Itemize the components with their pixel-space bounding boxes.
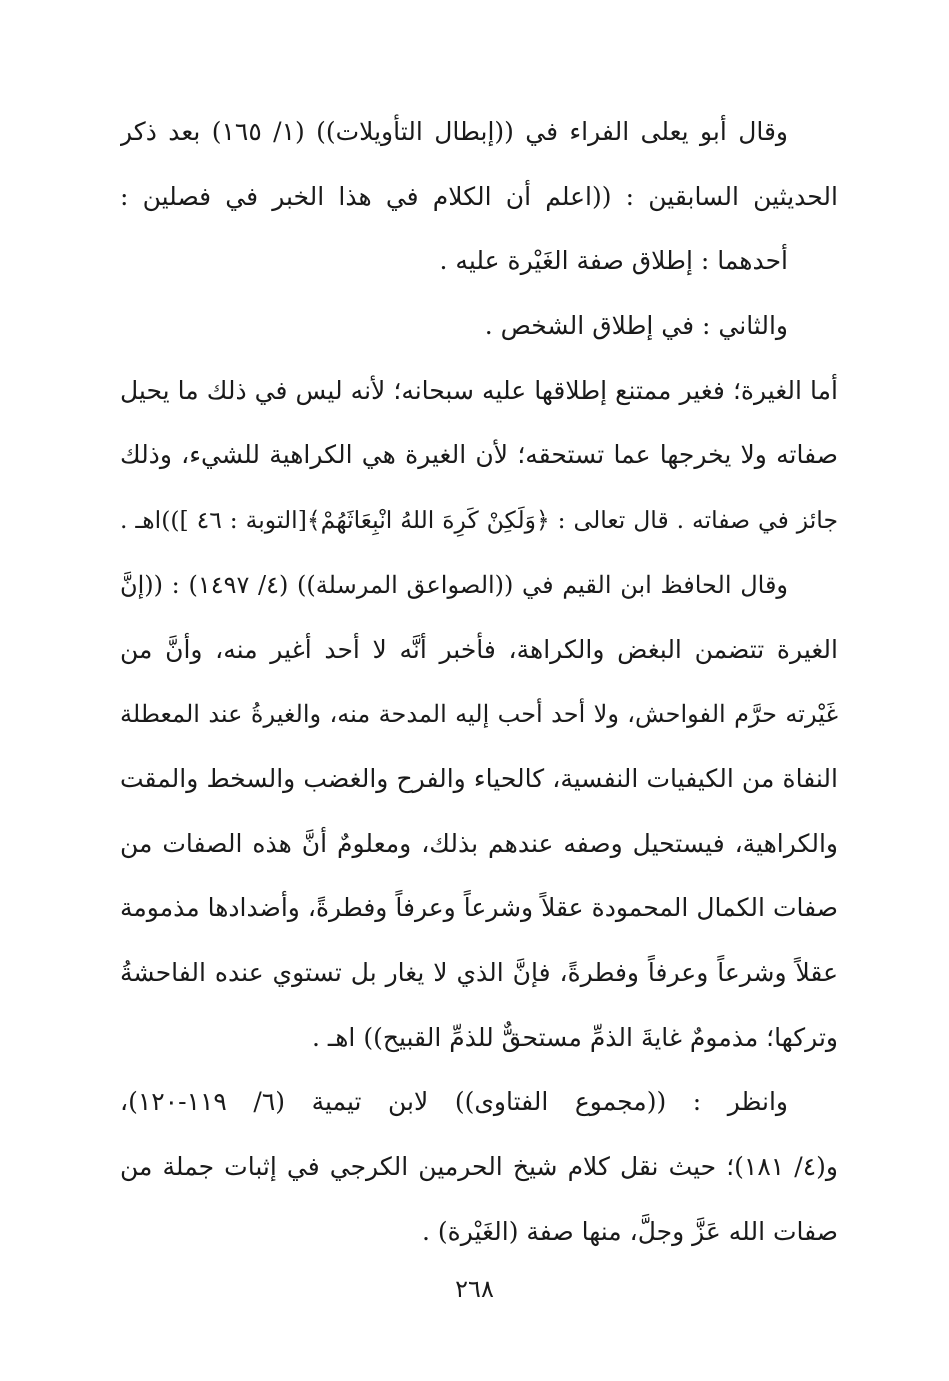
text-line: جائز في صفاته . قال تعالى : ﴿وَلَكِنْ كَرِهَ اللهُ انْبِعَاثَهُمْ﴾[التوبة : ٤٦ ]))اهـ .	[120, 506, 838, 535]
text-line: الحديثين السابقين : ((اعلم أن الكلام في هذا الخبر في فصلين :	[120, 181, 838, 211]
text-line: أما الغيرة؛ فغير ممتنع إطلاقها عليه سبحانه؛ لأنه ليس في ذلك ما يحيل	[120, 375, 838, 405]
text-line: صفاته ولا يخرجها عما تستحقه؛ لأن الغيرة هي الكراهية للشيء، وذلك	[120, 440, 838, 470]
body-text	[120, 100, 838, 1264]
text-line: وقال أبو يعلى الفراء في ((إبطال التأويلات)) (١/ ١٦٥) بعد ذكر	[120, 117, 788, 146]
text-line: والثاني : في إطلاق الشخص .	[484, 311, 788, 341]
page-number: ٢٦٨	[455, 1275, 494, 1303]
text-line: وتركها؛ مذمومٌ غايةَ الذمِّ مستحقٌّ للذمِّ القبيح)) اهـ .	[312, 1022, 838, 1052]
text-line: الغيرة تتضمن البغض والكراهة، فأخبر أنَّه لا أحد أغير منه، وأنَّ من	[120, 634, 838, 664]
text-line: وقال الحافظ ابن القيم في ((الصواعق المرسلة)) (٤/ ١٤٩٧) : ((إنَّ	[120, 570, 789, 599]
text-line: وانظر : ((مجموع الفتاوى)) لابن تيمية (٦/ ١١٩-١٢٠)،	[120, 1087, 788, 1117]
text-line: النفاة من الكيفيات النفسية، كالحياء والفرح والغضب والسخط والمقت	[120, 763, 838, 793]
text-line: والكراهية، فيستحيل وصفه عندهم بذلك، ومعلومٌ أنَّ هذه الصفات من	[120, 828, 838, 858]
text-line: عقلاً وشرعاً وعرفاً وفطرةً، فإنَّ الذي لا يغار بل تستوي عنده الفاحشةُ	[120, 957, 838, 987]
text-line: أحدهما : إطلاق صفة الغَيْرة عليه .	[439, 246, 788, 276]
text-line: صفات الله عَزَّ وجلَّ، منها صفة (الغَيْرة) .	[421, 1216, 838, 1246]
text-line: صفات الكمال المحمودة عقلاً وشرعاً وعرفاً وفطرةً، وأضدادها مذمومة	[120, 893, 838, 923]
text-line: و(٤/ ١٨١)؛ حيث نقل كلام شيخ الحرمين الكرجي في إثبات جملة من	[120, 1152, 838, 1181]
text-line: غَيْرته حرَّم الفواحش، ولا أحد أحب إليه المدحة منه، والغيرةُ عند المعطلة	[120, 700, 838, 729]
